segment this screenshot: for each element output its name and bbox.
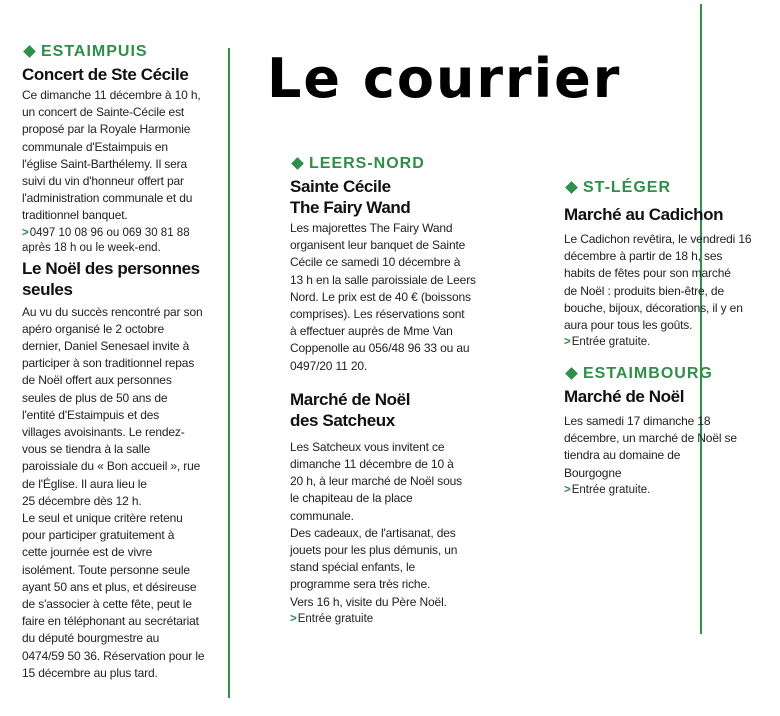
article-body: Les Satcheux vous invitent ce dimanche 11 décembre de 10 à 20 h, à leur marché de Noël sous le chapiteau de la place communale. Des cadeaux, de l'artisanat, des jouets pour les plus démunis, un stand spécial enfants, le programme sera très riche. Vers 16 h, visite du Père Noël. (290, 439, 462, 609)
article-headline: Marché de Noël (564, 387, 685, 406)
article-entry-note: >Entrée gratuite (290, 612, 374, 625)
section-kicker: ESTAIMBOURG (564, 364, 764, 384)
article-headline: Sainte Cécile The Fairy Wand (290, 177, 411, 217)
article-headline: Le Noël des personnes seules (22, 258, 200, 299)
section-kicker: ESTAIMPUIS (22, 42, 220, 62)
column-rule-left (228, 48, 230, 698)
diamond-icon (23, 45, 36, 58)
section-kicker: LEERS-NORD (290, 154, 490, 174)
diamond-icon (565, 181, 578, 194)
article-entry-note: >Entrée gratuite. (564, 336, 651, 349)
article-entry-note: >Entrée gratuite. (564, 483, 651, 496)
article-body: Les majorettes The Fairy Wand organisent leur banquet de Sainte Cécile ce samedi 10 décembre à 13 h en la salle paroissiale de Leers Nord. Le prix est de 40 € (boissons comprises). Les réservations sont à effectuer auprès de Mme Van Coppenolle au 056/48 96 33 ou au 0497/20 11 20. (290, 221, 476, 373)
chevron-right-icon: > (564, 336, 571, 349)
section-leers-nord (290, 154, 490, 627)
article-body: Le Cadichon revêtira, le vendredi 16 décembre à partir de 18 h, ses habits de fêtes pour son marché de Noël : produits bien-être, de bouche, bijoux, décorations, il y en aura pour tous les goûts. (564, 232, 752, 333)
article-body: Ce dimanche 11 décembre à 10 h, un concert de Sainte-Cécile est proposé par la Royale Harmonie communale d'Estaimpuis en l'église Saint-Barthélemy. Il sera suivi du vin d'honneur offert par l'administration communale et du traditionnel banquet. (22, 88, 201, 223)
section-kicker: ST-LÉGER (564, 178, 764, 198)
article-headline: Concert de Ste Cécile (22, 65, 189, 84)
article-contact-note: >0497 10 08 96 ou 069 30 81 88 après 18 h ou le week-end. (22, 226, 190, 254)
chevron-right-icon: > (22, 226, 29, 239)
article-headline: Marché de Noël des Satcheux (290, 389, 411, 430)
article-headline: Marché au Cadichon (564, 205, 724, 224)
section-st-leger (564, 178, 764, 350)
masthead: Le courrier (267, 47, 622, 110)
chevron-right-icon: > (564, 483, 571, 496)
diamond-icon (565, 367, 578, 380)
diamond-icon (291, 157, 304, 170)
article-body: Au vu du succès rencontré par son apéro organisé le 2 octobre dernier, Daniel Senesael invite à participer à son traditionnel repas de Noël offert aux personnes seules de plus de 50 ans de l'entité d'Estaimpuis et des villages avoisinants. Le rendez- vous se tiendra à la salle paroissiale du « Bon accueil », rue de l'Église. Il aura lieu le 25 décembre dès 12 h. Le seul et unique critère retenu pour participer gratuitement à cette journée est de vivre isolément. Toute personne seule ayant 50 ans et plus, et désireuse de s'associer à cette fête, peut le faire en téléphonant au secrétariat du député bourgmestre au 0474/59 50 36. Réservation pour le 15 décembre au plus tard. (22, 304, 205, 680)
section-estaimbourg (564, 364, 764, 498)
section-estaimpuis (22, 42, 220, 682)
chevron-right-icon: > (290, 612, 297, 625)
article-body: Les samedi 17 dimanche 18 décembre, un marché de Noël se tiendra au domaine de Bourgogne (564, 414, 737, 480)
